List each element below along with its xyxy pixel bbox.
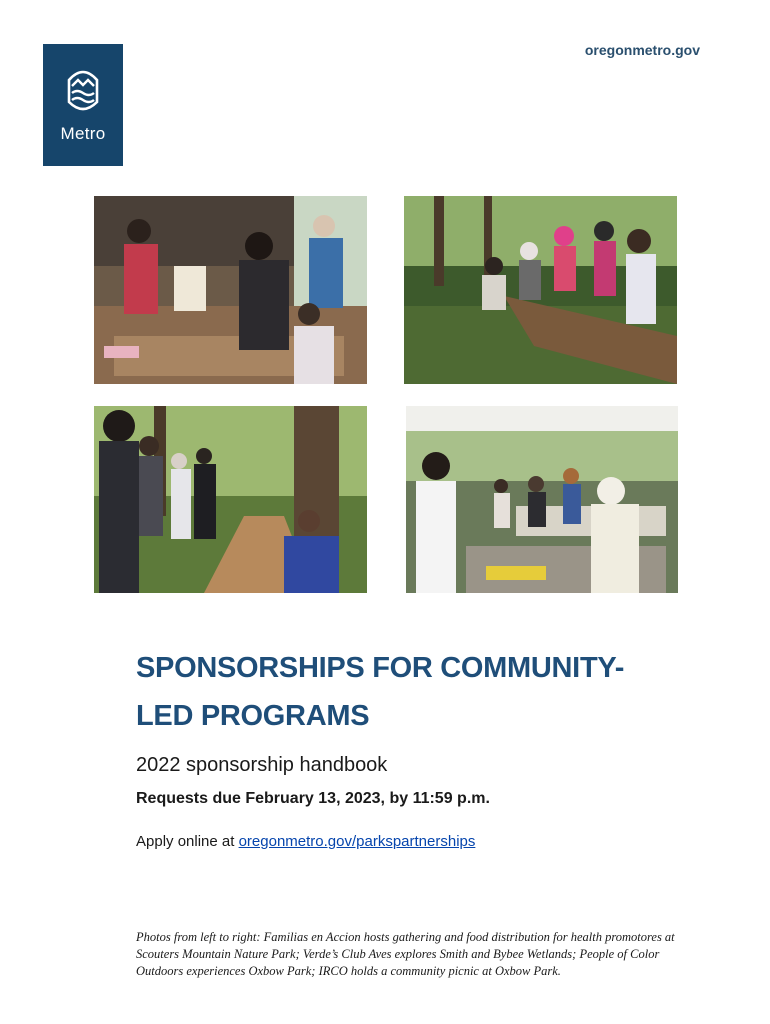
- title-line-2: LED PROGRAMS: [136, 700, 370, 732]
- apply-line: [136, 833, 475, 850]
- apply-prefix: Apply online at: [136, 833, 239, 850]
- due-date: Requests due February 13, 2023, by 11:59 p.m.: [136, 790, 490, 807]
- photo-caption: Photos from left to right: Familias en Accion hosts gathering and food distribution for health promotores at Scouters Mountain Nature Park; Verde’s Club Aves explores Smith and Bybee Wetlands; People of Color Outdoors experiences Oxbow Park; IRCO holds a community picnic at Oxbow Park.: [136, 930, 675, 978]
- people-of-color-outdoors-photo: [94, 406, 367, 593]
- subtitle: 2022 sponsorship handbook: [136, 754, 388, 776]
- metro-logo-icon: [65, 66, 101, 116]
- verdes-club-aves-photo: [404, 196, 677, 384]
- irco-picnic-photo: [406, 406, 678, 593]
- site-url[interactable]: oregonmetro.gov: [584, 42, 700, 58]
- familias-en-accion-photo: [94, 196, 367, 384]
- metro-logo: [43, 44, 123, 166]
- page-title: [136, 644, 676, 740]
- logo-wordmark: Metro: [60, 124, 106, 143]
- apply-link[interactable]: oregonmetro.gov/parkspartnerships: [238, 833, 476, 850]
- title-line-1: SPONSORSHIPS FOR COMMUNITY-: [136, 652, 625, 684]
